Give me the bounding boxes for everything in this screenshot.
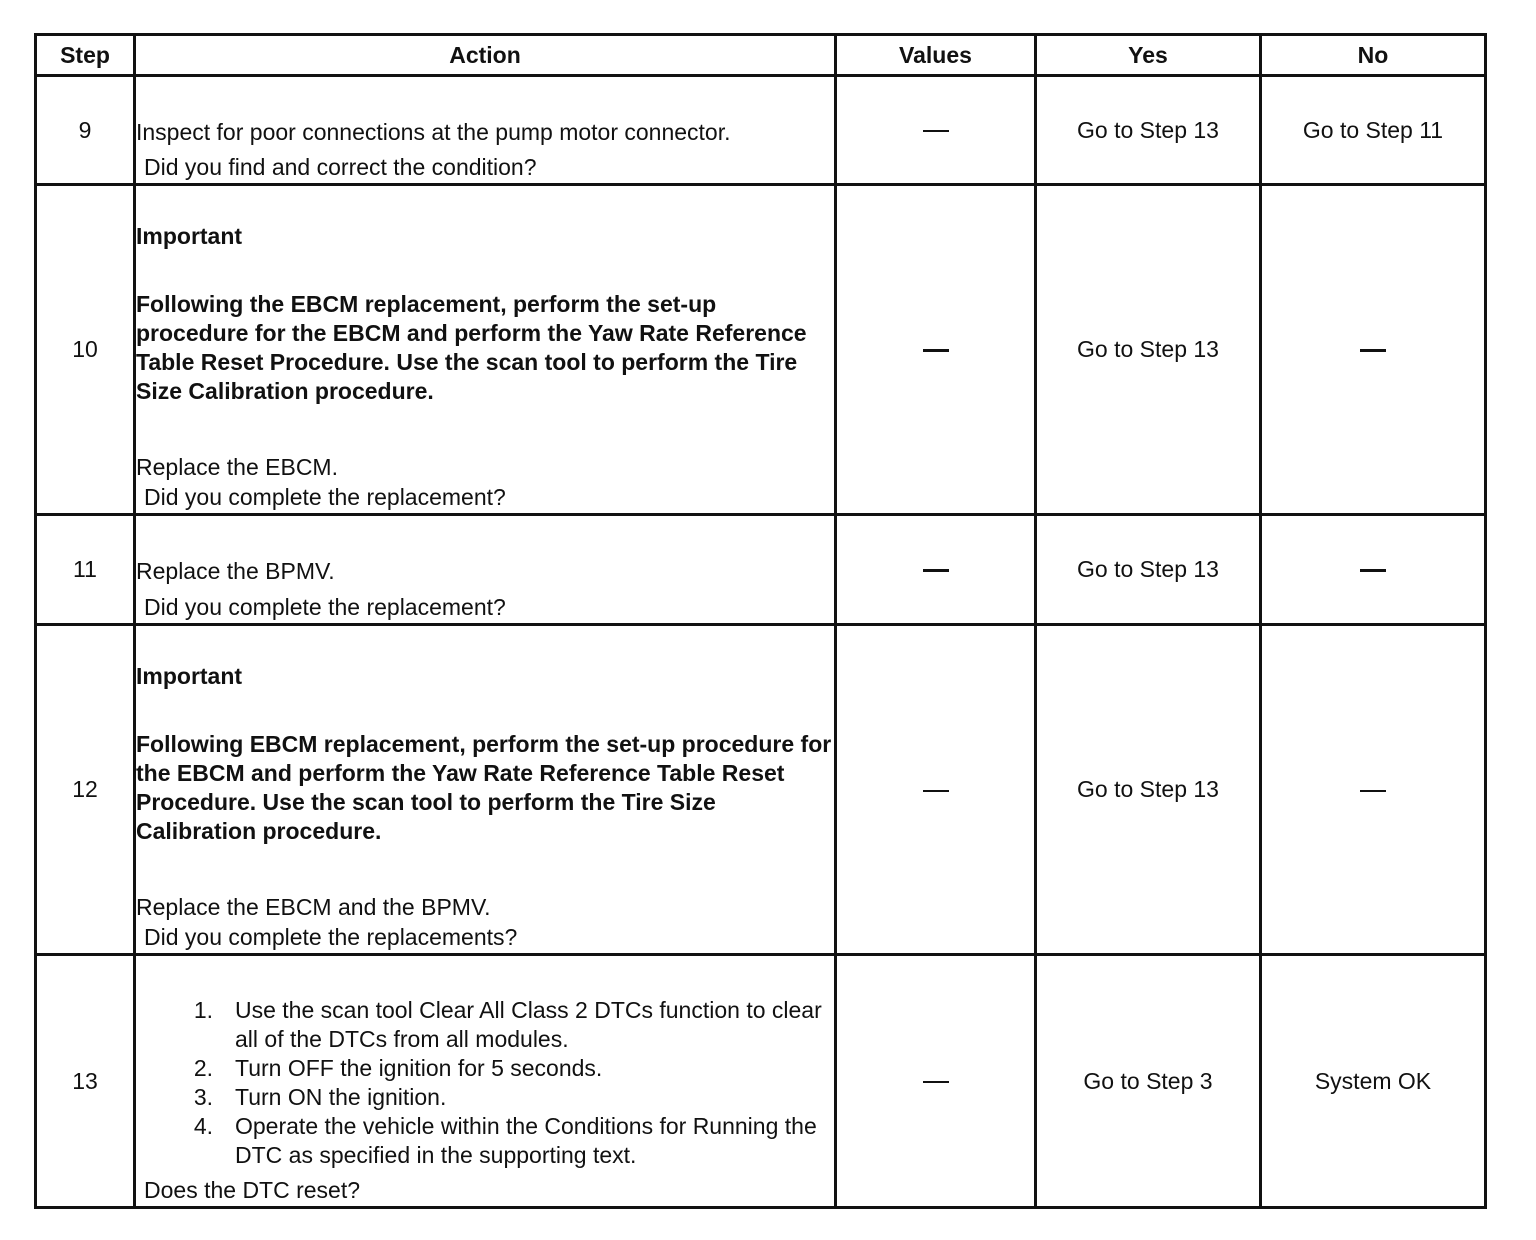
header-action: Action [135, 35, 836, 76]
substep-item: 1. Use the scan tool Clear All Class 2 DTCs function to clear all of the DTCs from all modules. [193, 997, 822, 1052]
action-question: Did you complete the replacement? [144, 484, 506, 510]
table-row-step-10 [36, 185, 1486, 515]
no-dash [1360, 790, 1386, 792]
header-values: Values [836, 35, 1036, 76]
yes-cell: Go to Step 13 [1036, 515, 1261, 625]
action-cell [135, 515, 836, 625]
action-question: Does the DTC reset? [144, 1177, 361, 1203]
action-text: Replace the EBCM. [136, 453, 338, 480]
values-cell [836, 625, 1036, 955]
substep-item: 2. Turn OFF the ignition for 5 seconds. [193, 1055, 603, 1081]
action-question: Did you complete the replacements? [144, 924, 518, 950]
values-dash [923, 1081, 949, 1083]
yes-cell: Go to Step 13 [1036, 76, 1261, 185]
action-cell [135, 955, 836, 1208]
important-text: Following EBCM replacement, perform the set-up procedure for the EBCM and perform the Yaw Rate Reference Table Reset Procedure. Use the scan tool to perform the Tire Size Calibration procedure. [136, 730, 832, 844]
values-cell [836, 76, 1036, 185]
header-no: No [1261, 35, 1486, 76]
header-yes: Yes [1036, 35, 1261, 76]
table-row-step-13 [36, 955, 1486, 1208]
yes-cell: Go to Step 13 [1036, 185, 1261, 515]
action-question: Did you find and correct the condition? [144, 154, 537, 180]
step-number: 12 [36, 625, 135, 955]
no-cell: Go to Step 11 [1261, 76, 1486, 185]
no-cell: System OK [1261, 955, 1486, 1208]
values-cell [836, 515, 1036, 625]
important-label: Important [136, 222, 243, 249]
header-row [36, 35, 1486, 76]
no-cell [1261, 515, 1486, 625]
diagnostic-table [34, 33, 1487, 1209]
values-cell [836, 185, 1036, 515]
substep-item: 4. Operate the vehicle within the Conditions for Running the DTC as specified in the supporting text. [193, 1113, 817, 1168]
table-row-step-11 [36, 515, 1486, 625]
action-cell [135, 76, 836, 185]
no-cell [1261, 625, 1486, 955]
no-cell [1261, 185, 1486, 515]
no-dash [1360, 569, 1386, 572]
important-label: Important [136, 662, 243, 689]
values-dash [923, 790, 949, 792]
values-dash [923, 349, 949, 352]
table-row-step-12 [36, 625, 1486, 955]
step-number: 9 [36, 76, 135, 185]
values-dash [923, 130, 949, 132]
action-cell [135, 185, 836, 515]
action-cell [135, 625, 836, 955]
step-number: 10 [36, 185, 135, 515]
step-number: 13 [36, 955, 135, 1208]
important-text: Following the EBCM replacement, perform the set-up procedure for the EBCM and perform the Yaw Rate Reference Table Reset Procedure. Use the scan tool to perform the Tire Size Calibration procedure. [136, 290, 807, 404]
yes-cell: Go to Step 3 [1036, 955, 1261, 1208]
step-number: 11 [36, 515, 135, 625]
values-cell [836, 955, 1036, 1208]
no-dash [1360, 349, 1386, 352]
substep-item: 3. Turn ON the ignition. [193, 1084, 447, 1110]
values-dash [923, 569, 949, 572]
action-text: Replace the EBCM and the BPMV. [136, 893, 491, 920]
substep-list [136, 996, 834, 1170]
action-text: Inspect for poor connections at the pump motor connector. [136, 118, 731, 145]
table-row-step-9 [36, 76, 1486, 185]
yes-cell: Go to Step 13 [1036, 625, 1261, 955]
action-question: Did you complete the replacement? [144, 594, 506, 620]
action-text: Replace the BPMV. [136, 558, 335, 584]
header-step: Step [36, 35, 135, 76]
